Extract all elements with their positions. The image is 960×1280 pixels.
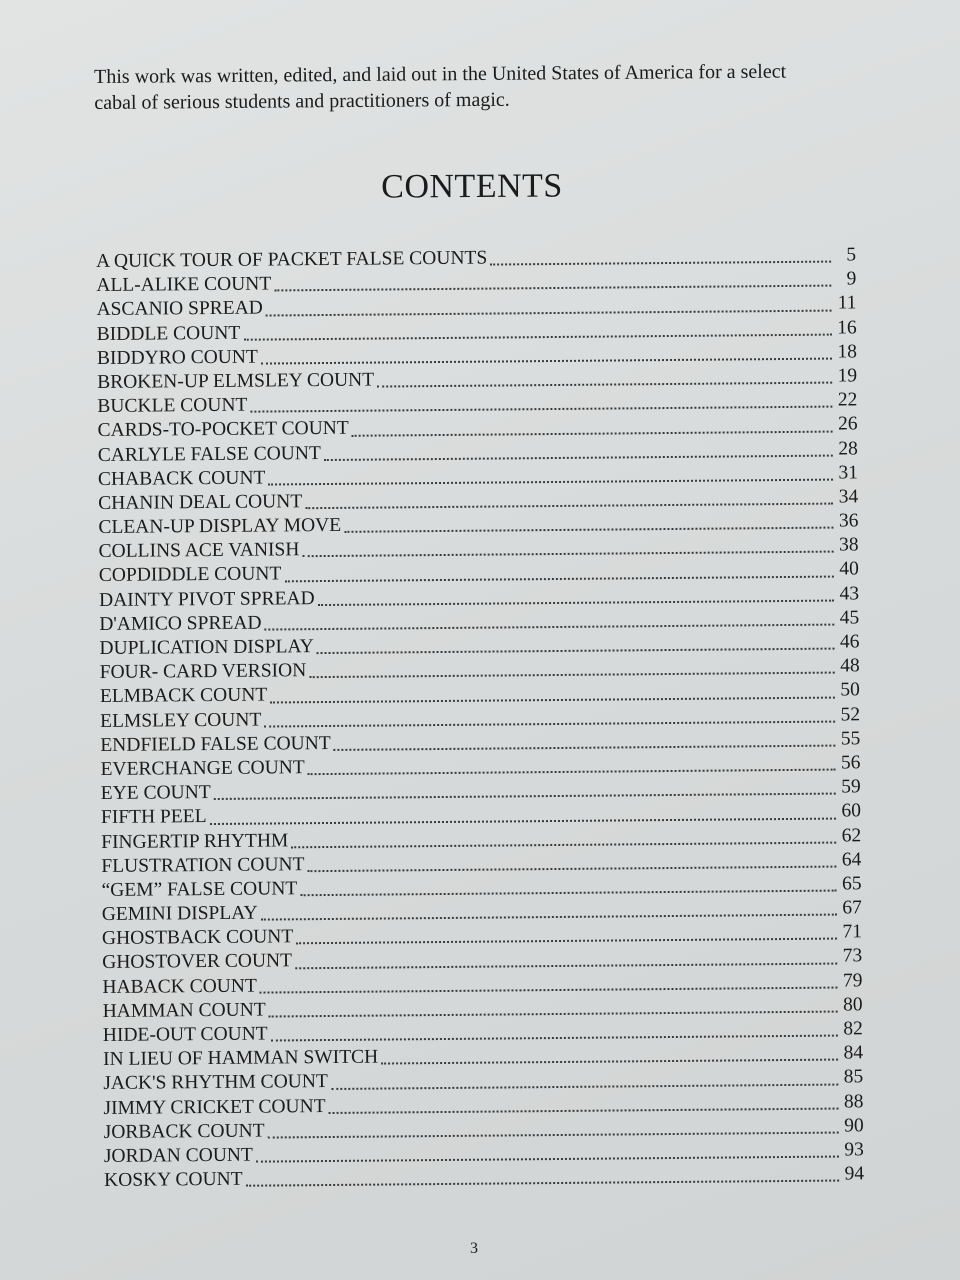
- toc-entry-page: 60: [841, 800, 862, 822]
- dot-leader: [256, 1156, 839, 1163]
- toc-entry-page: 38: [839, 534, 859, 556]
- dot-leader: [300, 890, 836, 897]
- toc-entry-title: ALL-ALIKE COUNT: [96, 273, 272, 297]
- dot-leader: [270, 696, 835, 703]
- toc-entry-page: 40: [839, 558, 859, 580]
- toc-entry-page: 48: [840, 655, 860, 677]
- toc-entry-title: BROKEN-UP ELMSLEY COUNT: [97, 369, 375, 393]
- toc-entry-page: 67: [842, 897, 862, 919]
- toc-entry-page: 9: [846, 268, 857, 290]
- toc-entry-page: 31: [838, 462, 859, 484]
- toc-entry-page: 79: [842, 969, 863, 992]
- toc-entry-title: KOSKY COUNT: [104, 1168, 243, 1192]
- dot-leader: [268, 478, 833, 485]
- toc-entry-title: BUCKLE COUNT: [97, 394, 248, 418]
- dot-leader: [265, 624, 835, 631]
- toc-entry-page: 16: [837, 316, 857, 339]
- toc-entry-title: ELMSLEY COUNT: [100, 709, 262, 732]
- toc-entry-page: 73: [842, 945, 863, 967]
- toc-entry-title: BIDDYRO COUNT: [96, 346, 258, 369]
- toc-entry-title: JORBACK COUNT: [103, 1120, 265, 1143]
- dot-leader: [266, 309, 832, 316]
- toc-entry-title: JACK'S RHYTHM COUNT: [103, 1071, 328, 1095]
- toc-entry-page: 64: [841, 849, 862, 871]
- toc-entry-title: BIDDLE COUNT: [96, 322, 241, 345]
- toc-entry-page: 94: [844, 1163, 865, 1185]
- toc-entry-title: CHABACK COUNT: [97, 467, 266, 490]
- toc-entry-page: 46: [839, 631, 860, 653]
- dot-leader: [210, 817, 836, 824]
- dot-leader: [302, 551, 833, 558]
- dot-leader: [334, 745, 836, 751]
- toc-entry-page: 88: [843, 1090, 864, 1113]
- toc-entry-page: 28: [838, 437, 858, 460]
- toc-entry-title: JORDAN COUNT: [103, 1144, 253, 1167]
- dot-leader: [264, 720, 835, 727]
- toc-entry-title: HAMMAN COUNT: [102, 999, 266, 1022]
- dot-leader: [329, 1107, 839, 1113]
- toc-entry-title: HABACK COUNT: [102, 975, 257, 998]
- dot-leader: [324, 454, 833, 460]
- toc-entry-title: COLLINS ACE VANISH: [98, 539, 300, 563]
- dot-leader: [214, 793, 836, 800]
- page-number: 3: [470, 1240, 478, 1257]
- dot-leader: [317, 648, 835, 655]
- toc-entry-page: 45: [839, 607, 860, 629]
- toc-entry-page: 18: [837, 341, 858, 363]
- contents-heading: CONTENTS: [381, 167, 563, 206]
- dot-leader: [308, 865, 837, 872]
- toc-entry-page: 36: [838, 510, 859, 532]
- toc-entry-title: GEMINI DISPLAY: [101, 902, 258, 926]
- dot-leader: [261, 358, 832, 365]
- table-of-contents: [96, 243, 864, 1193]
- toc-entry-page: 43: [839, 582, 860, 605]
- toc-entry-title: FIFTH PEEL: [100, 806, 207, 829]
- toc-entry-page: 71: [842, 921, 863, 943]
- dot-leader: [352, 430, 833, 436]
- toc-entry-title: A QUICK TOUR OF PACKET FALSE COUNTS: [96, 247, 488, 272]
- dot-leader: [296, 938, 837, 945]
- dot-leader: [261, 914, 837, 921]
- toc-entry-title: JIMMY CRICKET COUNT: [103, 1095, 326, 1119]
- dot-leader: [308, 769, 836, 776]
- dot-leader: [305, 503, 833, 510]
- toc-entry-title: EVERCHANGE COUNT: [100, 757, 305, 780]
- toc-entry-page: 19: [837, 365, 858, 387]
- toc-entry-page: 56: [840, 752, 861, 774]
- toc-entry-page: 80: [843, 994, 863, 1016]
- toc-entry-title: CLEAN-UP DISPLAY MOVE: [98, 514, 342, 539]
- dot-leader: [381, 1059, 838, 1065]
- toc-entry-title: COPDIDDLE COUNT: [98, 563, 282, 587]
- toc-entry-page: 85: [843, 1066, 864, 1088]
- toc-entry-page: 90: [844, 1115, 864, 1137]
- toc-entry-title: GHOSTOVER COUNT: [102, 950, 293, 974]
- dot-leader: [291, 841, 836, 848]
- toc-entry-title: CHANIN DEAL COUNT: [98, 491, 303, 514]
- toc-entry-title: ENDFIELD FALSE COUNT: [100, 732, 331, 756]
- toc-entry-page: 82: [843, 1018, 863, 1040]
- dot-leader: [295, 962, 837, 969]
- toc-entry-title: CARLYLE FALSE COUNT: [97, 442, 321, 466]
- toc-entry-title: HIDE-OUT COUNT: [102, 1023, 268, 1046]
- dot-leader: [271, 1035, 838, 1042]
- toc-entry-title: FINGERTIP RHYTHM: [101, 829, 289, 853]
- dot-leader: [284, 575, 833, 582]
- dot-leader: [250, 406, 832, 413]
- toc-entry-page: 84: [843, 1042, 864, 1064]
- toc-entry-title: DAINTY PIVOT SPREAD: [98, 587, 315, 611]
- toc-entry-title: ASCANIO SPREAD: [96, 297, 263, 321]
- toc-entry-page: 34: [838, 486, 859, 508]
- toc-entry-title: FOUR- CARD VERSION: [99, 660, 307, 684]
- toc-entry-title: “GEM” FALSE COUNT: [101, 878, 298, 901]
- intro-line-1: This work was written, edited, and laid out in the United States of America for a select: [94, 60, 787, 88]
- toc-entry-title: IN LIEU OF HAMMAN SWITCH: [102, 1046, 379, 1071]
- toc-entry-page: 62: [841, 824, 862, 847]
- dot-leader: [246, 1180, 839, 1187]
- dot-leader: [309, 672, 834, 679]
- dot-leader: [274, 285, 831, 292]
- dot-leader: [344, 527, 833, 533]
- toc-entry-title: D'AMICO SPREAD: [99, 612, 262, 635]
- toc-entry-page: 55: [840, 728, 861, 750]
- toc-entry-page: 50: [840, 679, 860, 701]
- dot-leader: [490, 261, 831, 266]
- toc-entry-title: CARDS-TO-POCKET COUNT: [97, 418, 349, 442]
- toc-entry-title: FLUSTRATION COUNT: [101, 853, 305, 877]
- toc-entry-page: 11: [837, 292, 857, 314]
- toc-entry-title: DUPLICATION DISPLAY: [99, 636, 314, 659]
- toc-entry-page: 22: [837, 389, 858, 411]
- dot-leader: [377, 382, 832, 388]
- dot-leader: [268, 1131, 839, 1138]
- toc-entry-page: 26: [837, 413, 858, 435]
- dot-leader: [331, 1083, 838, 1089]
- dot-leader: [260, 986, 838, 993]
- dot-leader: [243, 333, 831, 340]
- toc-entry-page: 93: [844, 1139, 864, 1161]
- toc-entry-title: ELMBACK COUNT: [99, 684, 268, 708]
- toc-entry-page: 52: [840, 703, 861, 726]
- dot-leader: [269, 1011, 838, 1018]
- intro-paragraph: [94, 58, 854, 116]
- toc-entry-page: 5: [846, 244, 857, 266]
- intro-line-2: cabal of serious students and practitioners of magic.: [94, 88, 510, 114]
- dot-leader: [318, 599, 834, 606]
- toc-entry-title: GHOSTBACK COUNT: [101, 926, 294, 950]
- toc-entry-title: EYE COUNT: [100, 782, 211, 805]
- toc-entry-page: 59: [841, 776, 861, 798]
- toc-entry-page: 65: [841, 873, 862, 895]
